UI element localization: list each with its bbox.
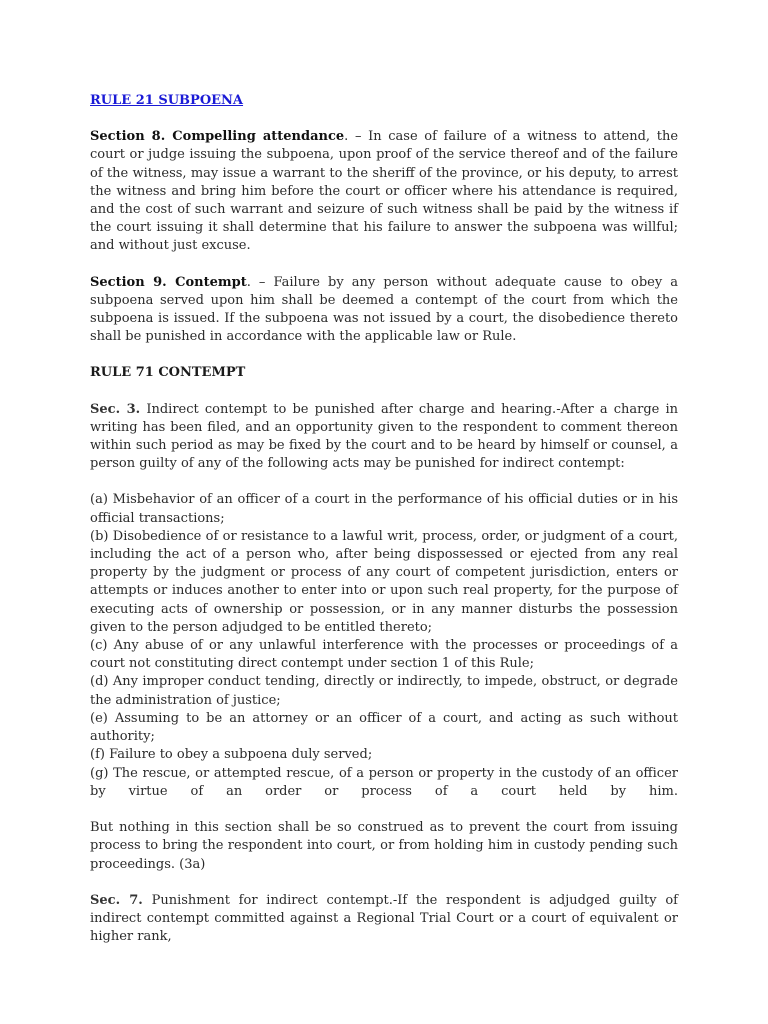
list-item-b: (b) Disobedience of or resistance to a lawful writ, process, order, or judgment of a court, including the act of a person who, after being dispossessed or ejected from any real property by the judgment or process of any court of competent jurisdiction, enters or attempts or induces another to enter into or upon such real property, for the purpose of executing acts of ownership or possession, or in any manner disturbs the possession given to the person adjudged to be entitled thereto;: [90, 528, 678, 635]
list-item-f: (f) Failure to obey a subpoena duly served;: [90, 747, 373, 763]
sec-7-label: Sec. 7.: [90, 892, 143, 908]
section-9-paragraph: [90, 274, 678, 347]
section-8-title: Section 8. Compelling attendance: [90, 129, 345, 145]
list-item-g: (g) The rescue, or attempted rescue, of a person or property in the custody of an officer by virtue of an order or process of a court held by him.: [90, 765, 678, 799]
sec-7-paragraph: [90, 892, 678, 947]
closing-paragraph: But nothing in this section shall be so construed as to prevent the court from issuing process to bring the respondent into court, or from holding him in custody pending such proceedings. (3a): [90, 820, 678, 872]
document-page: [90, 92, 678, 946]
sec-3-body: Indirect contempt to be punished after charge and hearing.-After a charge in writing has been filed, and an opportunity given to the respondent to comment thereon within such period as may be fixed by the court and to be heard by himself or counsel, a person guilty of any of the following acts may be punished for indirect contempt:: [90, 401, 678, 472]
rule-71-heading: RULE 71 CONTEMPT: [90, 365, 246, 381]
sec-7-body: Punishment for indirect contempt.-If the respondent is adjudged guilty of indirect contempt committed against a Regional Trial Court or a court of equivalent or higher rank,: [90, 892, 678, 945]
list-item-e: (e) Assuming to be an attorney or an officer of a court, and acting as such without authority;: [90, 710, 678, 745]
section-8-body: . – In case of failure of a witness to attend, the court or judge issuing the subpoena, upon proof of the service thereof and of the failure of the witness, may issue a warrant to the sheriff of the province, or his deputy, to arrest the witness and bring him before the court or officer where his attendance is required, and the cost of such warrant and seizure of such witness shall be paid by the witness if the court issuing it shall determine that his failure to answer the subpoena was willful; and without just excuse.: [90, 129, 679, 254]
sec-3-label: Sec. 3.: [90, 401, 141, 417]
rule-21-heading-link[interactable]: RULE 21 SUBPOENA: [90, 93, 244, 108]
list-item-d: (d) Any improper conduct tending, directly or indirectly, to impede, obstruct, or degrade the administration of justice;: [90, 674, 678, 708]
list-item-a: (a) Misbehavior of an officer of a court in the performance of his official duties or in his official transactions;: [90, 492, 678, 526]
sec-3-paragraph: [90, 401, 678, 474]
section-9-title: Section 9. Contempt: [90, 274, 247, 290]
list-item-c: (c) Any abuse of or any unlawful interference with the processes or proceedings of a court not constituting direct contempt under section 1 of this Rule;: [90, 638, 678, 672]
section-8-paragraph: [90, 128, 678, 255]
section-9-body: . – Failure by any person without adequate cause to obey a subpoena served upon him shall be deemed a contempt of the court from which the subpoena is issued. If the subpoena was not issued by a court, the disobedience thereto shall be punished in accordance with the applicable law or Rule.: [90, 274, 679, 345]
